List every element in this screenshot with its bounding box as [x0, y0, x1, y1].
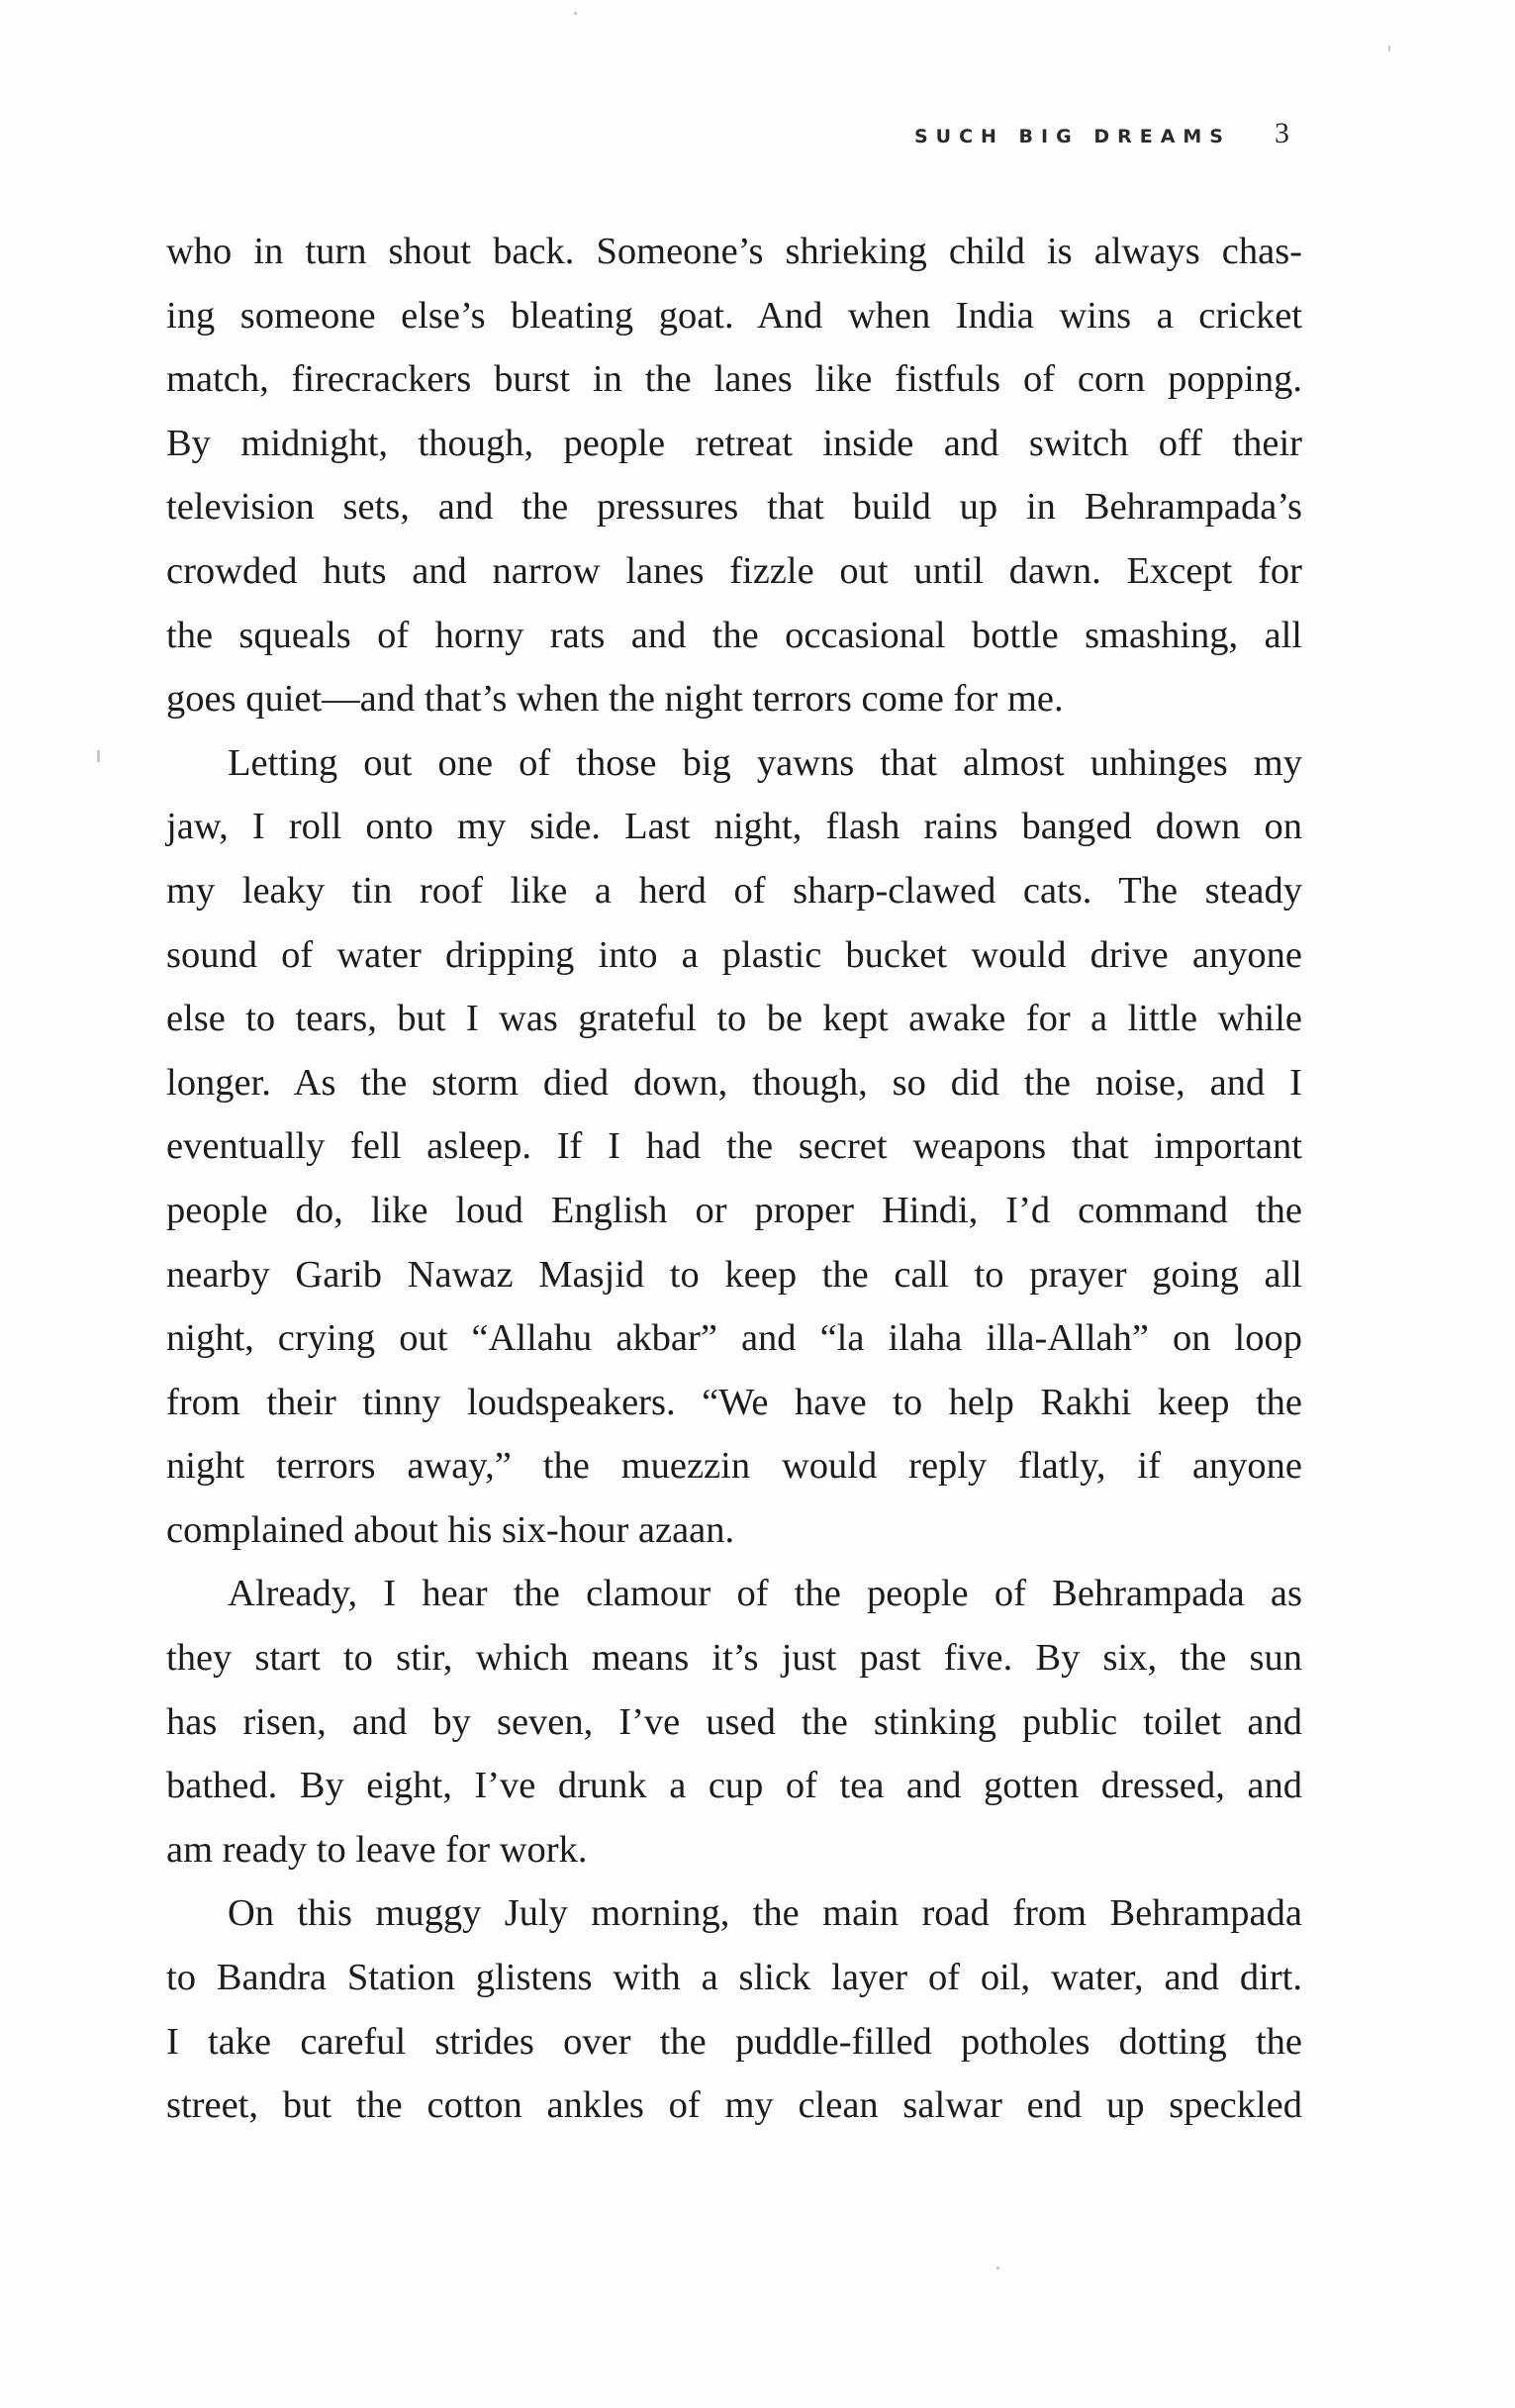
text-line: sound of water dripping into a plastic bucket would drive anyone — [166, 933, 1302, 976]
text-line: television sets, and the pressures that build up in Behrampada’s — [166, 486, 1302, 529]
text-line: has risen, and by seven, I’ve used the stinking public toilet and — [166, 1700, 1302, 1743]
scan-speck — [1388, 46, 1390, 51]
text-line: the squeals of horny rats and the occasional bottle smashing, all — [166, 614, 1302, 656]
text-line: jaw, I roll onto my side. Last night, flash rains banged down on — [166, 806, 1302, 848]
text-line: I take careful strides over the puddle-filled potholes dotting the — [166, 2020, 1302, 2063]
text-line: complained about his six-hour azaan. — [166, 1508, 735, 1551]
scan-speck — [574, 12, 577, 15]
text-line: my leaky tin roof like a herd of sharp-clawed cats. The steady — [166, 869, 1302, 912]
running-head — [914, 117, 1289, 150]
page-number: 3 — [1275, 117, 1289, 149]
text-line: who in turn shout back. Someone’s shrieking child is always chas- — [166, 231, 1302, 272]
text-line: street, but the cotton ankles of my clean salwar end up speckled — [166, 2084, 1302, 2127]
text-line: from their tinny loudspeakers. “We have to help Rakhi keep the — [166, 1381, 1302, 1423]
text-line: night terrors away,” the muezzin would reply flatly, if anyone — [166, 1445, 1302, 1488]
text-line: match, firecrackers burst in the lanes like fistfuls of corn popping. — [166, 358, 1302, 401]
text-line: crowded huts and narrow lanes fizzle out until dawn. Except for — [166, 549, 1302, 592]
paragraph-4 — [166, 1881, 1302, 2137]
body-text — [166, 220, 1302, 2138]
text-line: am ready to leave for work. — [166, 1828, 588, 1871]
text-line: people do, like loud English or proper Hindi, I’d command the — [166, 1189, 1302, 1231]
text-line: longer. As the storm died down, though, so did the noise, and I — [166, 1061, 1302, 1104]
text-line: By midnight, though, people retreat inside and switch off their — [166, 422, 1302, 464]
running-title: SUCH BIG DREAMS — [913, 126, 1231, 147]
text-line: On this muggy July morning, the main road from Behrampada — [228, 1892, 1302, 1935]
text-line: nearby Garib Nawaz Masjid to keep the call to prayer going all — [166, 1253, 1302, 1296]
scan-speck — [97, 750, 100, 762]
text-line: night, crying out “Allahu akbar” and “la ilaha illa-Allah” on loop — [166, 1317, 1302, 1360]
text-line: Already, I hear the clamour of the people of Behrampada as — [228, 1573, 1302, 1615]
text-line: eventually fell asleep. If I had the secret weapons that important — [166, 1125, 1302, 1168]
paragraph-3 — [166, 1562, 1302, 1881]
paragraph-2 — [166, 731, 1302, 1563]
scan-speck — [996, 2266, 999, 2269]
text-line: Letting out one of those big yawns that almost unhinges my — [228, 741, 1302, 784]
text-line: else to tears, but I was grateful to be kept awake for a little while — [166, 998, 1302, 1040]
paragraph-1 — [166, 220, 1302, 731]
text-line: bathed. By eight, I’ve drunk a cup of tea and gotten dressed, and — [166, 1765, 1302, 1807]
text-line: goes quiet—and that’s when the night terrors come for me. — [166, 678, 1064, 721]
text-line: ing someone else’s bleating goat. And when India wins a cricket — [166, 294, 1302, 337]
text-line: to Bandra Station glistens with a slick layer of oil, water, and dirt. — [166, 1957, 1302, 1999]
text-line: they start to stir, which means it’s just past five. By six, the sun — [166, 1637, 1302, 1680]
